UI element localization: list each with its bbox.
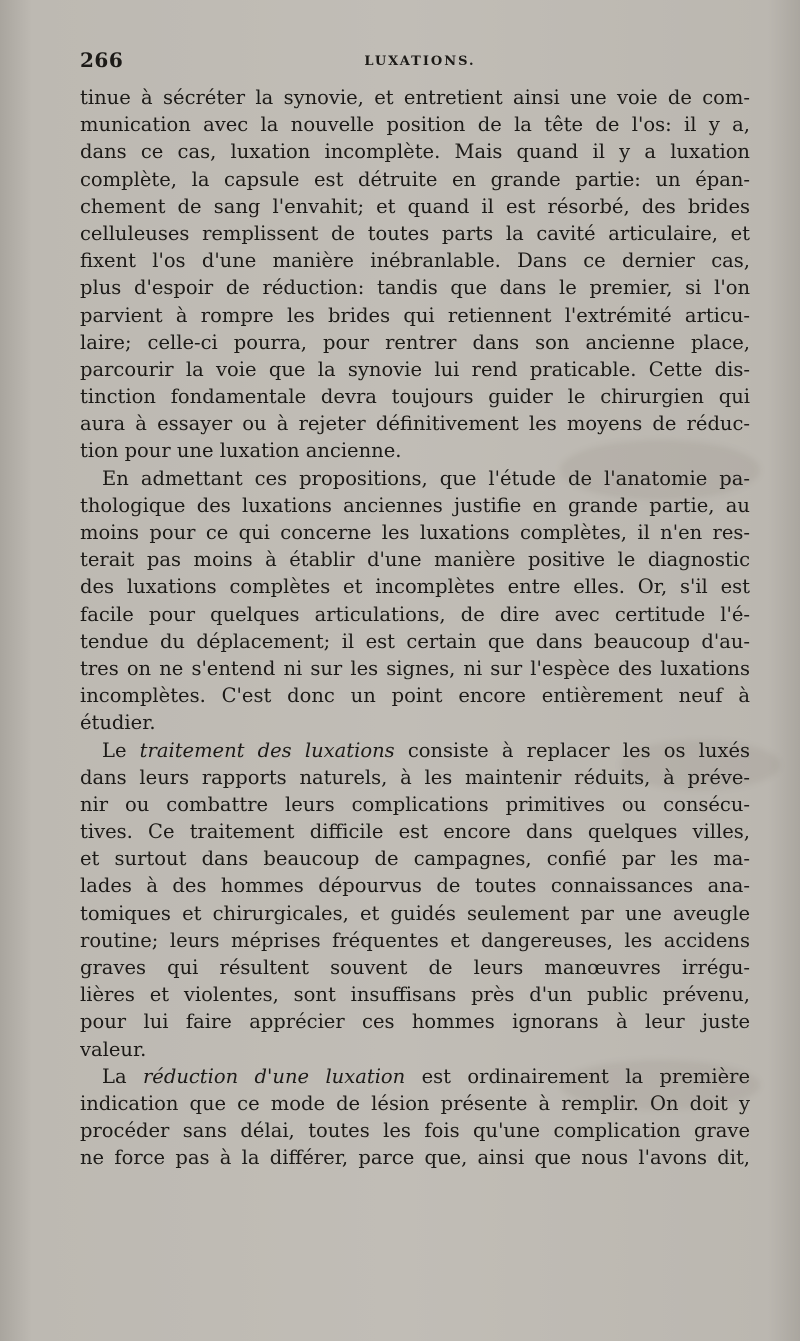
text-line: et surtout dans beaucoup de campagnes, confié par les ma- bbox=[80, 847, 750, 871]
text-line: dans leurs rapports naturels, à les maintenir réduits, à préve- bbox=[80, 765, 750, 789]
text-line: facile pour quelques articulations, de dire avec certitude l'é- bbox=[80, 602, 750, 626]
text-span: consiste à replacer les os luxés bbox=[394, 738, 750, 762]
text-line: celluleuses remplissent de toutes parts la cavité articulaire, et bbox=[80, 221, 750, 245]
italic-term: traitement des luxations bbox=[139, 738, 395, 762]
text-line: tomiques et chirurgicales, et guidés seulement par une aveugle bbox=[80, 901, 750, 925]
text-line: parvient à rompre les brides qui retiennent l'extrémité articu- bbox=[80, 303, 750, 327]
text-line: pour lui faire apprécier ces hommes ignorans à leur juste bbox=[80, 1010, 750, 1034]
text-line: lières et violentes, sont insuffisans près d'un public prévenu, bbox=[80, 983, 750, 1007]
text-line: lades à des hommes dépourvus de toutes connaissances ana- bbox=[80, 874, 750, 898]
text-line: indication que ce mode de lésion présente à remplir. On doit y bbox=[80, 1091, 750, 1115]
text-line: graves qui résultent souvent de leurs manœuvres irrégu- bbox=[80, 956, 750, 979]
page-header bbox=[80, 48, 760, 78]
text-span: La bbox=[102, 1064, 143, 1088]
text-line: thologique des luxations anciennes justifie en grande partie, au bbox=[80, 493, 750, 517]
text-line-with-italic bbox=[80, 737, 750, 764]
text-line: terait pas moins à établir d'une manière positive le diagnostic bbox=[80, 548, 750, 572]
text-line: procéder sans délai, toutes les fois qu'une complication grave bbox=[80, 1119, 750, 1143]
text-line: plus d'espoir de réduction: tandis que dans le premier, si l'on bbox=[80, 276, 750, 300]
text-line: tion pour une luxation ancienne. bbox=[80, 439, 402, 463]
text-line: fixent l'os d'une manière inébranlable. Dans ce dernier cas, bbox=[80, 249, 750, 273]
text-span: est ordinairement la première bbox=[405, 1064, 750, 1088]
text-line: laire; celle-ci pourra, pour rentrer dans son ancienne place, bbox=[80, 330, 750, 354]
text-line: tinction fondamentale devra toujours guider le chirurgien qui bbox=[80, 385, 750, 409]
text-line: aura à essayer ou à rejeter définitivement les moyens de réduc- bbox=[80, 412, 750, 436]
italic-term: réduction d'une luxation bbox=[142, 1064, 406, 1088]
text-line: parcourir la voie que la synovie lui rend praticable. Cette dis- bbox=[80, 357, 750, 381]
running-title: LUXATIONS. bbox=[364, 54, 476, 69]
text-line: valeur. bbox=[80, 1037, 147, 1061]
text-line: complète, la capsule est détruite en grande partie: un épan- bbox=[80, 167, 750, 191]
text-span: Le bbox=[102, 738, 140, 762]
text-line-with-italic bbox=[80, 1063, 750, 1090]
page-number: 266 bbox=[80, 48, 124, 72]
text-line: dans ce cas, luxation incomplète. Mais quand il y a luxation bbox=[80, 140, 750, 164]
text-line: tinue à sécréter la synovie, et entretient ainsi une voie de com- bbox=[80, 86, 750, 109]
text-line: ne force pas à la différer, parce que, ainsi que nous l'avons dit, bbox=[80, 1146, 750, 1170]
text-line: En admettant ces propositions, que l'étude de l'anatomie pa- bbox=[102, 466, 750, 490]
text-line: des luxations complètes et incomplètes entre elles. Or, s'il est bbox=[80, 575, 750, 599]
text-line: étudier. bbox=[80, 711, 156, 735]
text-line: tres on ne s'entend ni sur les signes, ni sur l'espèce des luxations bbox=[80, 656, 750, 680]
text-line: incomplètes. C'est donc un point encore entièrement neuf à bbox=[80, 684, 750, 708]
text-line: tives. Ce traitement difficile est encore dans quelques villes, bbox=[80, 820, 750, 844]
text-line: tendue du déplacement; il est certain que dans beaucoup d'au- bbox=[80, 629, 750, 653]
text-line: munication avec la nouvelle position de la tête de l'os: il y a, bbox=[80, 113, 750, 137]
text-line: nir ou combattre leurs complications primitives ou consécu- bbox=[80, 792, 750, 816]
text-line: moins pour ce qui concerne les luxations complètes, il n'en res- bbox=[80, 521, 750, 544]
text-line: chement de sang l'envahit; et quand il est résorbé, des brides bbox=[80, 194, 750, 218]
text-line: routine; leurs méprises fréquentes et dangereuses, les accidens bbox=[80, 928, 750, 952]
body-text bbox=[80, 84, 750, 1172]
